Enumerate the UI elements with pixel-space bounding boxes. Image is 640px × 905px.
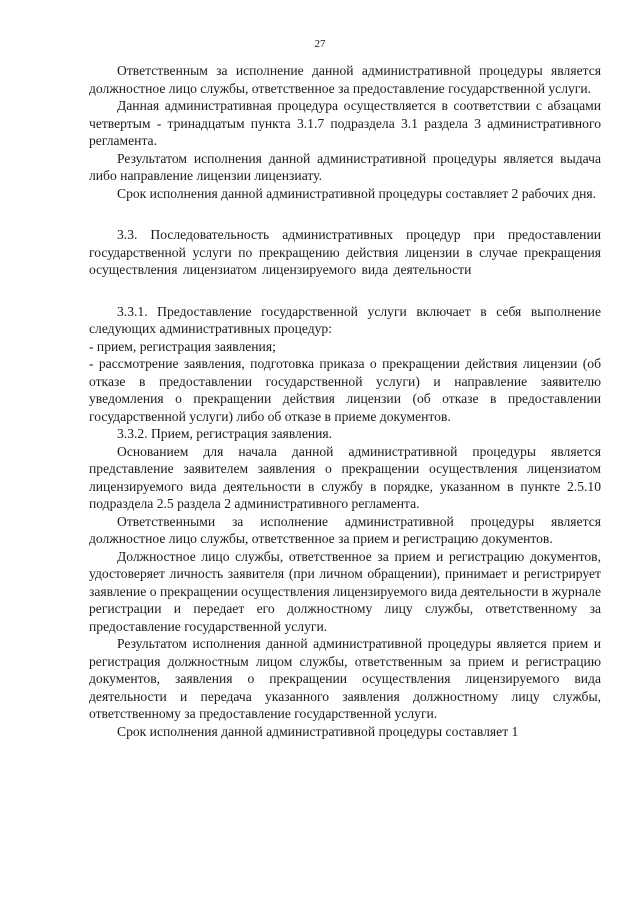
paragraph-procedure-basis: Данная административная процедура осуществляется в соответствии с абзацами четвертым - тринадцатым пункта 3.1.7 подраздела 3.1 раздела 3 административного регламента. bbox=[89, 98, 601, 148]
paragraph-duration: Срок исполнения данной административной процедуры составляет 2 рабочих дня. bbox=[117, 185, 597, 201]
paragraph-procedure-duration: Срок исполнения данной административной процедуры составляет 1 bbox=[117, 723, 519, 739]
paragraph-responsible-officials: Ответственными за исполнение административной процедуры является должностное лицо службы, ответственное за прием и регистрацию документов. bbox=[89, 513, 601, 546]
paragraph-procedure-result: Результатом исполнения данной административной процедуры является прием и регистрация должностным лицом службы, ответственным за прием и регистрацию документов, заявления о прекращении осуществления лицензируемого вида деятельности и передача указанного заявления должностному лицу службы, ответственному за предоставление государственной услуги. bbox=[89, 636, 601, 721]
paragraph-responsible: Ответственным за исполнение данной административной процедуры является должностное лицо службы, ответственное за предоставление государственной услуги. bbox=[89, 63, 601, 96]
paragraph-grounds: Основанием для начала данной административной процедуры является представление заявителем заявления о прекращении осуществления лицензиатом лицензируемого вида деятельности в службу в порядке, указанном в пункте 2.5.10 подраздела 2.5 раздела 2 административного регламента. bbox=[89, 443, 601, 511]
paragraph-official-actions: Должностное лицо службы, ответственное за прием и регистрацию документов, удостоверяет личность заявителя (при личном обращении), принимает и регистрирует заявление о прекращении осуществления лицензируемого вида деятельности в журнале регистрации и передает его должностному лицу службы, ответственному за предоставление государственной услуги. bbox=[89, 548, 601, 634]
paragraph-result: Результатом исполнения данной административной процедуры является выдача либо направление лицензии лицензиату. bbox=[89, 150, 601, 183]
list-item: - прием, регистрация заявления; bbox=[89, 338, 276, 354]
page-number: 27 bbox=[314, 38, 326, 50]
list-item: - рассмотрение заявления, подготовка приказа о прекращении действия лицензии (об отказе в предоставлении государственной услуги) и направление заявителю уведомления о прекращении действия лицензии (об отказе в предоставлении государственной услуги) либо об отказе в приеме документов. bbox=[89, 356, 601, 424]
section-heading-3-3: 3.3. Последовательность административных процедур при предоставлении государственной услуги по прекращению действия лицензии в случае прекращения осуществления лицензиатом лицензируемого вида деятельности bbox=[89, 227, 601, 277]
paragraph-3-3-1: 3.3.1. Предоставление государственной услуги включает в себя выполнение следующих административных процедур: bbox=[89, 303, 601, 336]
paragraph-3-3-2: 3.3.2. Прием, регистрация заявления. bbox=[117, 426, 333, 441]
document-body bbox=[89, 62, 601, 740]
